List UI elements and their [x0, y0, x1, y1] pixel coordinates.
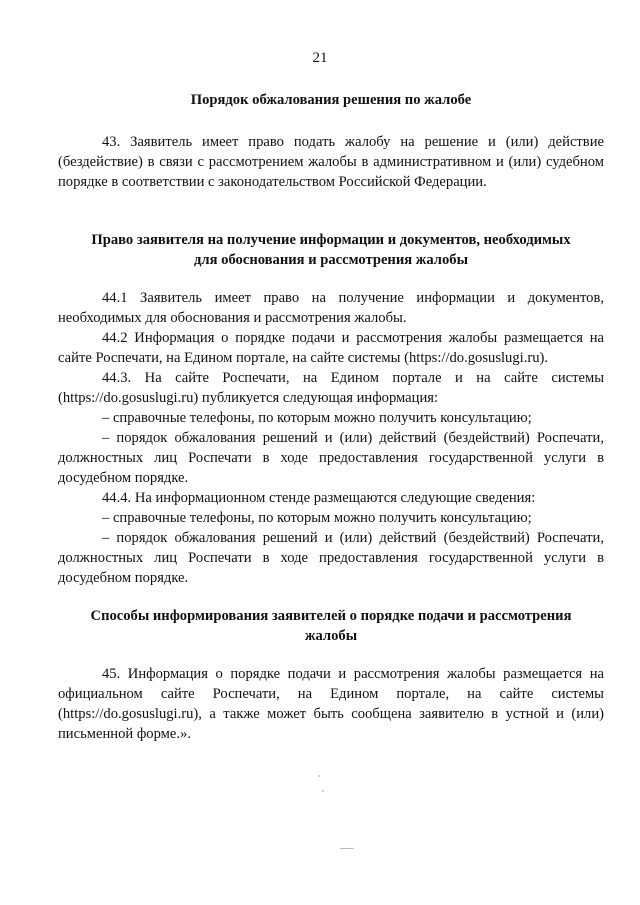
list-item-44-4-phones: – справочные телефоны, по которым можно получить консультацию; — [102, 510, 532, 526]
scan-artifact — [340, 848, 354, 849]
list-item-44-4-appeal-order: – порядок обжалования решений и (или) действий (бездействий) Роспечати, должностных лиц Роспечати в ходе предоставления государственной услуги в досудебном порядке. — [58, 530, 604, 586]
section-heading-applicant-rights-line1: Право заявителя на получение информации и документов, необходимых — [91, 232, 571, 248]
paragraph-44-4: 44.4. На информационном стенде размещаются следующие сведения: — [102, 490, 536, 506]
paragraph-45: 45. Информация о порядке подачи и рассмотрения жалобы размещается на официальном сайте Роспечати, на Едином портале, на сайте системы (https://do.gosuslugi.ru), а также может быть сообщена заявителю в устной и (или) письменной форме.». — [58, 666, 604, 742]
spacer — [58, 192, 604, 230]
section-heading-informing-methods-line2: жалобы — [304, 628, 358, 644]
list-item-44-3-appeal-order: – порядок обжалования решений и (или) действий (бездействий) Роспечати, должностных лиц Роспечати в ходе предоставления государственной услуги в досудебном порядке. — [58, 430, 604, 486]
paragraph-43: 43. Заявитель имеет право подать жалобу на решение и (или) действие (бездействие) в связи с рассмотрением жалобы в административном и (или) судебном порядке в соответствии с законодательством Российской Федерации. — [58, 134, 604, 190]
section-heading-informing-methods-line1: Способы информирования заявителей о порядке подачи и рассмотрения — [90, 608, 572, 624]
section-heading-appeal-procedure: Порядок обжалования решения по жалобе — [190, 92, 472, 108]
spacer — [58, 110, 604, 132]
scan-artifact — [322, 790, 324, 792]
paragraph-44-3: 44.3. На сайте Роспечати, на Едином портале и на сайте системы (https://do.gosuslugi.ru) публикуется следующая информация: — [58, 370, 604, 406]
scan-artifact — [318, 775, 320, 777]
spacer — [58, 646, 604, 664]
list-item-44-3-phones: – справочные телефоны, по которым можно получить консультацию; — [102, 410, 532, 426]
paragraph-44-1: 44.1 Заявитель имеет право на получение информации и документов, необходимых для обоснования и рассмотрения жалобы. — [58, 290, 604, 326]
section-heading-applicant-rights-line2: для обоснования и рассмотрения жалобы — [194, 252, 468, 268]
document-body — [58, 90, 604, 744]
paragraph-44-2: 44.2 Информация о порядке подачи и рассмотрения жалобы размещается на сайте Роспечати, на Едином портале, на сайте системы (https://do.gosuslugi.ru). — [58, 330, 604, 366]
spacer — [58, 270, 604, 288]
page-number: 21 — [312, 50, 328, 66]
spacer — [58, 588, 604, 606]
